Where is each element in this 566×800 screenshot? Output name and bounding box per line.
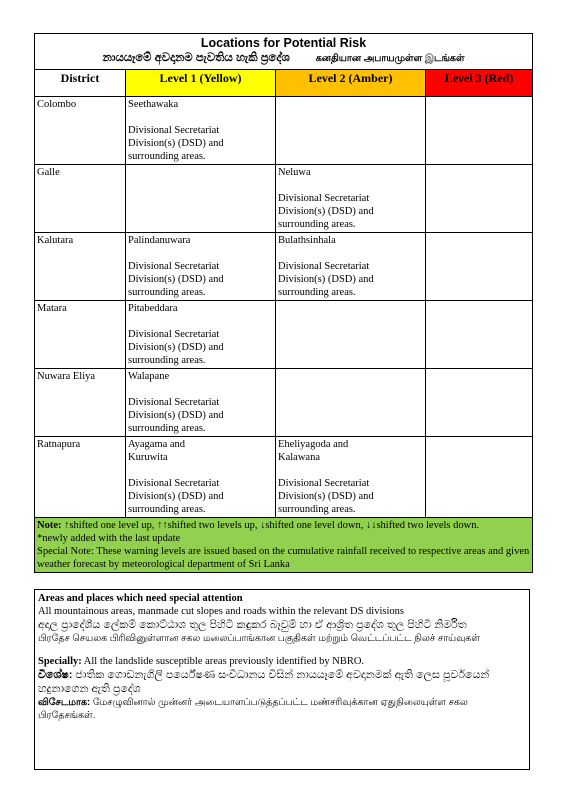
table-row [35,301,533,369]
district-cell: Kalutara [35,233,126,301]
dsd-text: Division(s) (DSD) and [128,138,224,149]
specially-sinhala-label: විශේෂ: [38,669,73,681]
level2-cell [276,165,426,233]
place-name: Walapane [128,371,170,382]
note-text: ↑shifted one level up, ↑↑shifted two levels up, ↓shifted one level down, ↓↓shifted two levels down. [61,520,480,531]
table-body [35,97,533,518]
place-name: Bulathsinhala [278,235,336,246]
note-newly: *newly added with the last update [37,533,181,544]
district-cell: Matara [35,301,126,369]
place-name: Neluwa [278,167,311,178]
place-name: Kuruwita [128,452,168,463]
specially-tamil-text: மேசழுவினால் முன்னர் அடையாளப்படுத்தப்பட்ட மண்சரிவுக்கான ஏதுநிலையுள்ள சகல பிரதேசங்கள். [38,697,468,721]
dsd-text: surrounding areas. [278,219,356,230]
note-arrows [37,519,530,532]
dsd-text: surrounding areas. [128,287,206,298]
dsd-text: Divisional Secretariat [128,397,220,408]
level2-cell [276,301,426,369]
level1-cell [126,369,276,437]
level3-cell [426,301,533,369]
note-label: Note: [37,520,62,531]
district-cell: Nuwara Eliya [35,369,126,437]
level2-cell [276,437,426,518]
title-row [35,34,533,70]
place-name: Palindanuwara [128,235,191,246]
title-cell [35,34,533,70]
specially-english [38,655,526,668]
level2-cell [276,233,426,301]
dsd-text: Divisional Secretariat [278,478,370,489]
dsd-text: surrounding areas. [128,504,206,515]
specially-tamil [38,696,526,722]
dsd-text: Division(s) (DSD) and [128,410,224,421]
header-district: District [35,70,126,97]
attention-heading: Areas and places which need special attention [38,593,243,604]
district-cell: Galle [35,165,126,233]
dsd-text: Divisional Secretariat [128,329,220,340]
title-sinhala-line [35,51,532,66]
risk-table [34,33,533,573]
attention-tamil: பிரதேச செயலக பிரிவினுள்ளான சகல மலைப்பாங்கான பகுதிகள் மற்றும் வெட்டப்பட்ட நிலச் சாய்வுகள் [38,633,480,644]
header-level3: Level 3 (Red) [426,70,533,97]
dsd-text: Divisional Secretariat [278,193,370,204]
dsd-text: Divisional Secretariat [128,478,220,489]
header-row [35,70,533,97]
specially-label: Specially: [38,656,82,667]
level3-cell [426,369,533,437]
title-tamil: கனதியான அபாயமுள்ள இடங்கள் [315,53,465,64]
dsd-text: surrounding areas. [128,151,206,162]
level1-cell [126,97,276,165]
note-special: Special Note: These warning levels are issued based on the cumulative rainfall received to respective areas and given weather forecast by meteorological department of Sri Lanka [37,546,530,570]
header-level1: Level 1 (Yellow) [126,70,276,97]
dsd-text: surrounding areas. [128,423,206,434]
level1-cell [126,233,276,301]
dsd-text: Division(s) (DSD) and [278,274,374,285]
table-row [35,165,533,233]
dsd-text: surrounding areas. [278,504,356,515]
table-row [35,97,533,165]
place-name: Ayagama and [128,439,186,450]
table-row [35,233,533,301]
dsd-text: surrounding areas. [128,355,206,366]
level3-cell [426,233,533,301]
level2-cell [276,369,426,437]
header-level2: Level 2 (Amber) [276,70,426,97]
special-attention-box [34,589,530,770]
attention-english: All mountainous areas, manmade cut slopes and roads within the relevant DS divisions [38,606,404,617]
place-name: Kalawana [278,452,320,463]
note-row [35,518,533,573]
dsd-text: surrounding areas. [278,287,356,298]
specially-tamil-label: விசேடமாக: [38,697,91,708]
place-name: Eheliyagoda and [278,439,349,450]
dsd-text: Divisional Secretariat [128,125,220,136]
dsd-text: Division(s) (DSD) and [278,206,374,217]
table-row [35,369,533,437]
dsd-text: Division(s) (DSD) and [128,491,224,502]
place-name: Seethawaka [128,99,179,110]
district-cell: Ratnapura [35,437,126,518]
title-english: Locations for Potential Risk [200,36,367,50]
level1-cell [126,301,276,369]
dsd-text: Divisional Secretariat [278,261,370,272]
dsd-text: Division(s) (DSD) and [128,274,224,285]
note-cell [35,518,533,573]
risk-table-container [34,33,532,573]
specially-text: All the landslide susceptible areas previously identified by NBRO. [81,656,365,667]
district-cell: Colombo [35,97,126,165]
level1-cell [126,165,276,233]
specially-sinhala [38,668,526,696]
dsd-text: Division(s) (DSD) and [128,342,224,353]
level1-cell [126,437,276,518]
level2-cell [276,97,426,165]
dsd-text: Divisional Secretariat [128,261,220,272]
place-name: Pitabeddara [128,303,178,314]
level3-cell [426,165,533,233]
level3-cell [426,437,533,518]
level3-cell [426,97,533,165]
attention-sinhala: අදාල ප්‍රාදේශීය ලේකම් කොට්ඨාශ තුල පිහිටි කඳුකර බෑවුම් හා ඒ ආශ්‍රිත ප්‍රදේශ තුල පිහිටි නිර්මිත [38,619,467,631]
title-sinhala: නායයෑමේ අවදානම පැවතිය හැකි ප්‍රදේශ [102,52,290,64]
dsd-text: Division(s) (DSD) and [278,491,374,502]
specially-sinhala-text: ජාතික ගොඩනැගිලි පර්යේෂණ සංවිධානය විසින් නායයෑමේ අවදානමක් ඇති ලෙස පූර්වයෙන් හදුනාගෙන ඇති ප්‍රදේශ [38,669,490,695]
table-row [35,437,533,518]
